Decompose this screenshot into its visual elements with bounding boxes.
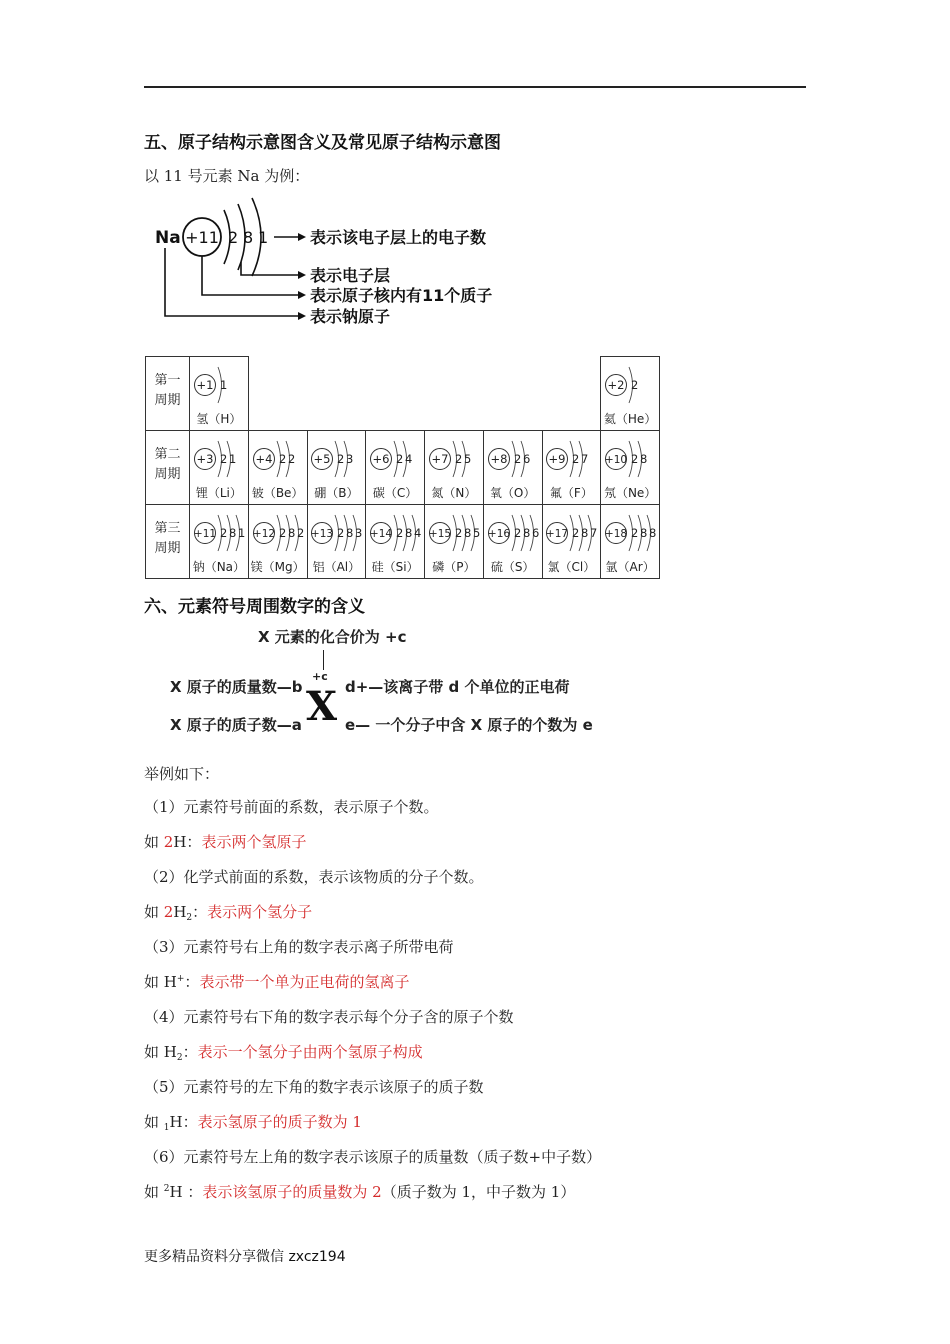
shell-count: 2 xyxy=(287,452,295,466)
atom-diagram xyxy=(191,509,247,553)
period-label: 第三周期 xyxy=(145,504,190,579)
example-meaning: 表示该氢原子的质量数为 2 xyxy=(202,1183,382,1201)
element-name: 硼（B） xyxy=(314,486,359,500)
na-shell-2: 8 xyxy=(243,228,254,247)
element-name: 磷（P） xyxy=(432,560,476,574)
shell-count: 4 xyxy=(405,452,413,466)
element-name: 钠（Na） xyxy=(192,560,246,574)
valence-connector xyxy=(323,650,324,670)
period-label: 第一周期 xyxy=(145,356,190,431)
example-colon: ： xyxy=(182,1183,203,1201)
atom-count-label: e— 一个分子中含 X 原子的个数为 e xyxy=(345,716,593,734)
formula-left-subscript: 1 xyxy=(163,1123,170,1133)
nucleus-charge: +7 xyxy=(431,452,449,466)
atom-diagram xyxy=(485,435,541,479)
section5-intro: 以 11 号元素 Na 为例： xyxy=(144,167,310,185)
proton-number-label: X 原子的质子数—a xyxy=(170,716,302,734)
atom-diagram xyxy=(485,509,541,553)
na-shell-3: 1 xyxy=(258,228,269,247)
atom-diagram xyxy=(426,509,482,553)
nucleus-charge: +9 xyxy=(548,452,566,466)
formula-symbol: H xyxy=(173,903,187,921)
formula-subscript: 2 xyxy=(186,913,193,923)
nucleus-charge: +14 xyxy=(370,528,393,540)
example-rule: （6）元素符号左上角的数字表示该原子的质量数（质子数+中子数） xyxy=(144,1148,602,1166)
shell-count: 8 xyxy=(581,526,589,540)
shell-count: 2 xyxy=(631,452,639,466)
shell-count: 5 xyxy=(463,452,472,466)
shell-count: 7 xyxy=(590,526,598,540)
element-cell xyxy=(424,504,484,579)
element-cell xyxy=(600,356,660,431)
atom-diagram xyxy=(250,509,306,553)
formula-symbol: H xyxy=(173,833,187,851)
shell-count: 7 xyxy=(581,452,589,466)
na-shell-1: 2 xyxy=(228,228,239,247)
element-name: 硫（S） xyxy=(490,560,535,574)
element-cell xyxy=(600,504,660,579)
example-prefix: 如 xyxy=(144,903,164,921)
atom-diagram xyxy=(191,435,247,479)
atom-diagram xyxy=(308,509,364,553)
shell-count: 8 xyxy=(640,452,648,466)
section6-title: 六、元素符号周围数字的含义 xyxy=(144,597,365,617)
element-cell xyxy=(424,430,484,505)
formula-subscript: 2 xyxy=(176,1053,183,1063)
element-cell xyxy=(483,430,543,505)
example-meaning: 表示两个氢分子 xyxy=(207,903,313,921)
nucleus-charge: +6 xyxy=(372,452,390,466)
mass-number-label: X 原子的质量数—b xyxy=(170,678,303,696)
element-name: 锂（Li） xyxy=(195,486,242,500)
example-colon: ： xyxy=(182,1113,198,1131)
formula-coefficient: 2 xyxy=(163,833,174,851)
element-name: 铝（Al） xyxy=(312,560,361,574)
ion-charge-label: d+—该离子带 d 个单位的正电荷 xyxy=(345,678,570,696)
nucleus-charge: +8 xyxy=(490,452,508,466)
element-cell xyxy=(365,430,425,505)
example-rule: （5）元素符号的左下角的数字表示该原子的质子数 xyxy=(144,1078,484,1096)
example-meaning: 表示两个氢原子 xyxy=(201,833,307,851)
example-meaning: 表示带一个单为正电荷的氢离子 xyxy=(199,973,410,991)
element-name: 氢（H） xyxy=(196,412,242,426)
nucleus-charge: +5 xyxy=(313,452,331,466)
footer-note: 更多精品资料分享微信 zxcz194 xyxy=(144,1249,346,1265)
atom-diagram xyxy=(543,509,599,553)
shell-count: 2 xyxy=(296,526,304,540)
periodic-table xyxy=(145,356,659,578)
formula-left-superscript: 2 xyxy=(163,1184,170,1194)
shell-count: 1 xyxy=(228,452,237,466)
element-cell xyxy=(365,504,425,579)
shell-count: 8 xyxy=(463,526,472,540)
atom-diagram xyxy=(602,361,658,405)
examples-heading: 举例如下： xyxy=(144,765,220,783)
label-electrons: 表示该电子层上的电子数 xyxy=(310,228,487,247)
shell-count: 2 xyxy=(631,378,639,392)
shell-count: 2 xyxy=(454,526,463,540)
shell-count: 2 xyxy=(278,526,286,540)
nucleus-charge: +17 xyxy=(546,528,569,540)
element-name: 氮（N） xyxy=(431,486,477,500)
element-name: 碳（C） xyxy=(372,486,418,500)
element-name: 镁（Mg） xyxy=(250,560,305,574)
shell-count: 2 xyxy=(572,452,580,466)
arrow-atom xyxy=(165,248,300,316)
shell-count: 2 xyxy=(572,526,580,540)
element-name: 铍（Be） xyxy=(251,486,304,500)
shell-count: 8 xyxy=(228,526,237,540)
shell-count: 2 xyxy=(337,526,345,540)
atom-diagram xyxy=(250,435,306,479)
formula-symbol: H xyxy=(163,1043,177,1061)
element-cell xyxy=(248,430,308,505)
shell-count: 2 xyxy=(513,452,521,466)
shell-count: 2 xyxy=(219,526,228,540)
shell-count: 2 xyxy=(278,452,286,466)
example-prefix: 如 xyxy=(144,973,164,991)
example-colon: ： xyxy=(182,1043,198,1061)
element-name: 氖（Ne） xyxy=(603,486,657,500)
sup-c: +c xyxy=(312,670,328,683)
example-line xyxy=(144,1041,423,1063)
example-rule: （1）元素符号前面的系数，表示原子个数。 xyxy=(144,798,439,816)
example-line xyxy=(144,1181,575,1202)
nucleus-charge: +3 xyxy=(196,452,214,466)
formula-symbol: H xyxy=(169,1113,183,1131)
shell-count: 2 xyxy=(396,452,404,466)
element-cell xyxy=(542,430,602,505)
example-rule: （4）元素符号右下角的数字表示每个分子含的原子个数 xyxy=(144,1008,514,1026)
element-name: 硅（Si） xyxy=(371,560,419,574)
nucleus-charge: +13 xyxy=(311,528,334,540)
element-cell xyxy=(189,356,249,431)
atom-diagram xyxy=(367,509,423,553)
atom-diagram xyxy=(602,509,658,553)
atom-diagram xyxy=(367,435,423,479)
nucleus-charge: +11 xyxy=(193,528,216,540)
formula-symbol: H xyxy=(163,973,177,991)
nucleus-charge: +15 xyxy=(428,528,451,540)
shell-count: 8 xyxy=(649,526,657,540)
shell-count: 3 xyxy=(346,452,354,466)
element-cell xyxy=(307,430,367,505)
element-cell xyxy=(189,504,249,579)
shell-count: 1 xyxy=(219,378,228,392)
example-prefix: 如 xyxy=(144,1043,164,1061)
label-protons: 表示原子核内有11个质子 xyxy=(310,286,493,305)
example-meaning: 表示氢原子的质子数为 1 xyxy=(197,1113,362,1131)
shell-count: 2 xyxy=(396,526,404,540)
label-layer: 表示电子层 xyxy=(310,266,391,285)
period-label: 第二周期 xyxy=(145,430,190,505)
shell-count: 2 xyxy=(337,452,345,466)
element-cell xyxy=(307,504,367,579)
nucleus-charge: +12 xyxy=(252,528,275,540)
example-prefix: 如 xyxy=(144,1183,164,1201)
element-cell xyxy=(542,504,602,579)
formula-superscript: + xyxy=(176,974,185,984)
valence-label: X 元素的化合价为 +c xyxy=(258,628,407,646)
example-extra: （质子数为 1，中子数为 1） xyxy=(381,1183,576,1201)
shell-count: 2 xyxy=(631,526,639,540)
example-line xyxy=(144,1111,362,1133)
element-cell xyxy=(248,504,308,579)
nucleus-charge: +4 xyxy=(255,452,273,466)
example-prefix: 如 xyxy=(144,1113,164,1131)
na-structure-diagram xyxy=(150,192,550,332)
shell-count: 8 xyxy=(522,526,530,540)
example-line xyxy=(144,971,409,992)
atom-diagram xyxy=(426,435,482,479)
shell-count: 8 xyxy=(287,526,295,540)
shell-count: 1 xyxy=(237,526,246,540)
example-rule: （3）元素符号右上角的数字表示离子所带电荷 xyxy=(144,938,454,956)
element-cell xyxy=(483,504,543,579)
nucleus-charge: +10 xyxy=(605,454,628,466)
example-colon: ： xyxy=(184,973,200,991)
example-colon: ： xyxy=(192,903,208,921)
shell-count: 8 xyxy=(640,526,648,540)
shell-count: 6 xyxy=(531,526,539,540)
shell-count: 8 xyxy=(405,526,413,540)
shell-count: 2 xyxy=(219,452,228,466)
atom-diagram xyxy=(543,435,599,479)
shell-count: 6 xyxy=(522,452,530,466)
example-rule: （2）化学式前面的系数，表示该物质的分子个数。 xyxy=(144,868,484,886)
example-meaning: 表示一个氢分子由两个氢原子构成 xyxy=(197,1043,423,1061)
element-name: 氯（Cl） xyxy=(547,560,596,574)
nucleus-charge: +16 xyxy=(487,528,510,540)
element-cell xyxy=(600,430,660,505)
formula-symbol: H xyxy=(169,1183,183,1201)
element-name: 氦（He） xyxy=(603,412,657,426)
element-name: 氧（O） xyxy=(489,486,536,500)
shell-count: 2 xyxy=(513,526,521,540)
element-cell xyxy=(189,430,249,505)
element-name: 氟（F） xyxy=(549,486,593,500)
shell-count: 8 xyxy=(346,526,354,540)
na-nucleus-charge: +11 xyxy=(185,228,219,247)
shell-count: 5 xyxy=(472,526,481,540)
example-line xyxy=(144,901,312,923)
element-symbol-x: X xyxy=(306,683,338,730)
atom-diagram xyxy=(191,361,247,405)
formula-coefficient: 2 xyxy=(163,903,174,921)
shell-count: 3 xyxy=(355,526,363,540)
shell-count: 4 xyxy=(414,526,422,540)
atom-diagram xyxy=(602,435,658,479)
nucleus-charge: +18 xyxy=(605,528,628,540)
label-atom: 表示钠原子 xyxy=(310,307,391,326)
section5-title: 五、原子结构示意图含义及常见原子结构示意图 xyxy=(144,133,501,153)
na-symbol: Na xyxy=(155,228,181,248)
element-name: 氩（Ar） xyxy=(605,560,655,574)
example-line xyxy=(144,831,306,852)
example-prefix: 如 xyxy=(144,833,164,851)
atom-diagram xyxy=(308,435,364,479)
nucleus-charge: +1 xyxy=(196,378,214,392)
example-colon: ： xyxy=(186,833,202,851)
shell-count: 2 xyxy=(454,452,463,466)
arrow-layer xyxy=(241,262,300,275)
nucleus-charge: +2 xyxy=(607,378,625,392)
header-rule xyxy=(144,86,806,88)
